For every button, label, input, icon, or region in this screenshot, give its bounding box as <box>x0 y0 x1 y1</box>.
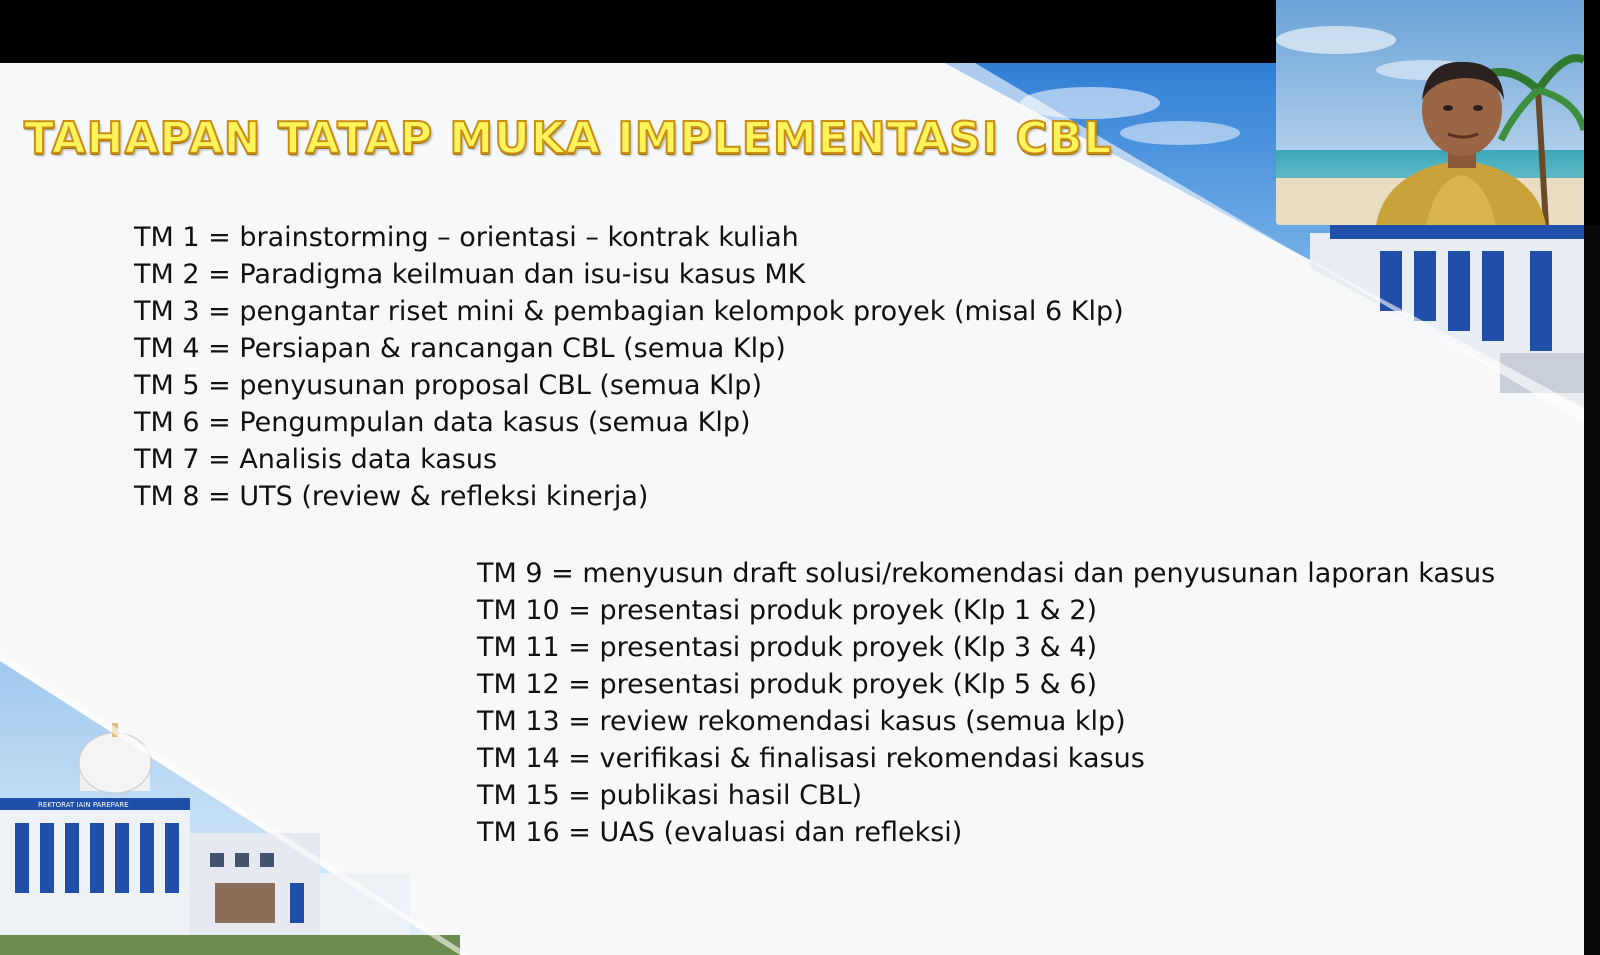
list-item: TM 8 = UTS (review & refleksi kinerja) <box>134 481 649 512</box>
list-item: TM 9 = menyusun draft solusi/rekomendasi dan penyusunan laporan kasus <box>477 558 1496 589</box>
list-item: TM 6 = Pengumpulan data kasus (semua Klp) <box>134 407 751 438</box>
top-right-building <box>1310 223 1584 408</box>
list-item: TM 13 = review rekomendasi kasus (semua klp) <box>477 706 1126 737</box>
meeting-list-second-half <box>477 555 1495 851</box>
building-sign: REKTORAT IAIN PAREPARE <box>38 801 129 809</box>
list-item: TM 12 = presentasi produk proyek (Klp 5 & 6) <box>477 669 1098 700</box>
screen-edge <box>1584 225 1600 955</box>
webcam-video-tile[interactable] <box>1276 0 1584 225</box>
list-item: TM 15 = publikasi hasil CBL) <box>477 780 863 811</box>
list-item: TM 7 = Analisis data kasus <box>134 444 498 475</box>
list-item: TM 4 = Persiapan & rancangan CBL (semua Klp) <box>134 333 786 364</box>
slide-title: TAHAPAN TATAP MUKA IMPLEMENTASI CBL <box>24 113 1113 164</box>
list-item: TM 14 = verifikasi & finalisasi rekomendasi kasus <box>477 743 1145 774</box>
list-item: TM 16 = UAS (evaluasi dan refleksi) <box>477 817 963 848</box>
list-item: TM 10 = presentasi produk proyek (Klp 1 & 2) <box>477 595 1098 626</box>
list-item: TM 11 = presentasi produk proyek (Klp 3 & 4) <box>477 632 1098 663</box>
meeting-list-first-half <box>134 219 1124 515</box>
list-item: TM 3 = pengantar riset mini & pembagian kelompok proyek (misal 6 Klp) <box>134 296 1124 327</box>
list-item: TM 5 = penyusunan proposal CBL (semua Klp) <box>134 370 762 401</box>
list-item: TM 2 = Paradigma keilmuan dan isu-isu kasus MK <box>134 259 806 290</box>
list-item: TM 1 = brainstorming – orientasi – kontrak kuliah <box>134 222 799 253</box>
